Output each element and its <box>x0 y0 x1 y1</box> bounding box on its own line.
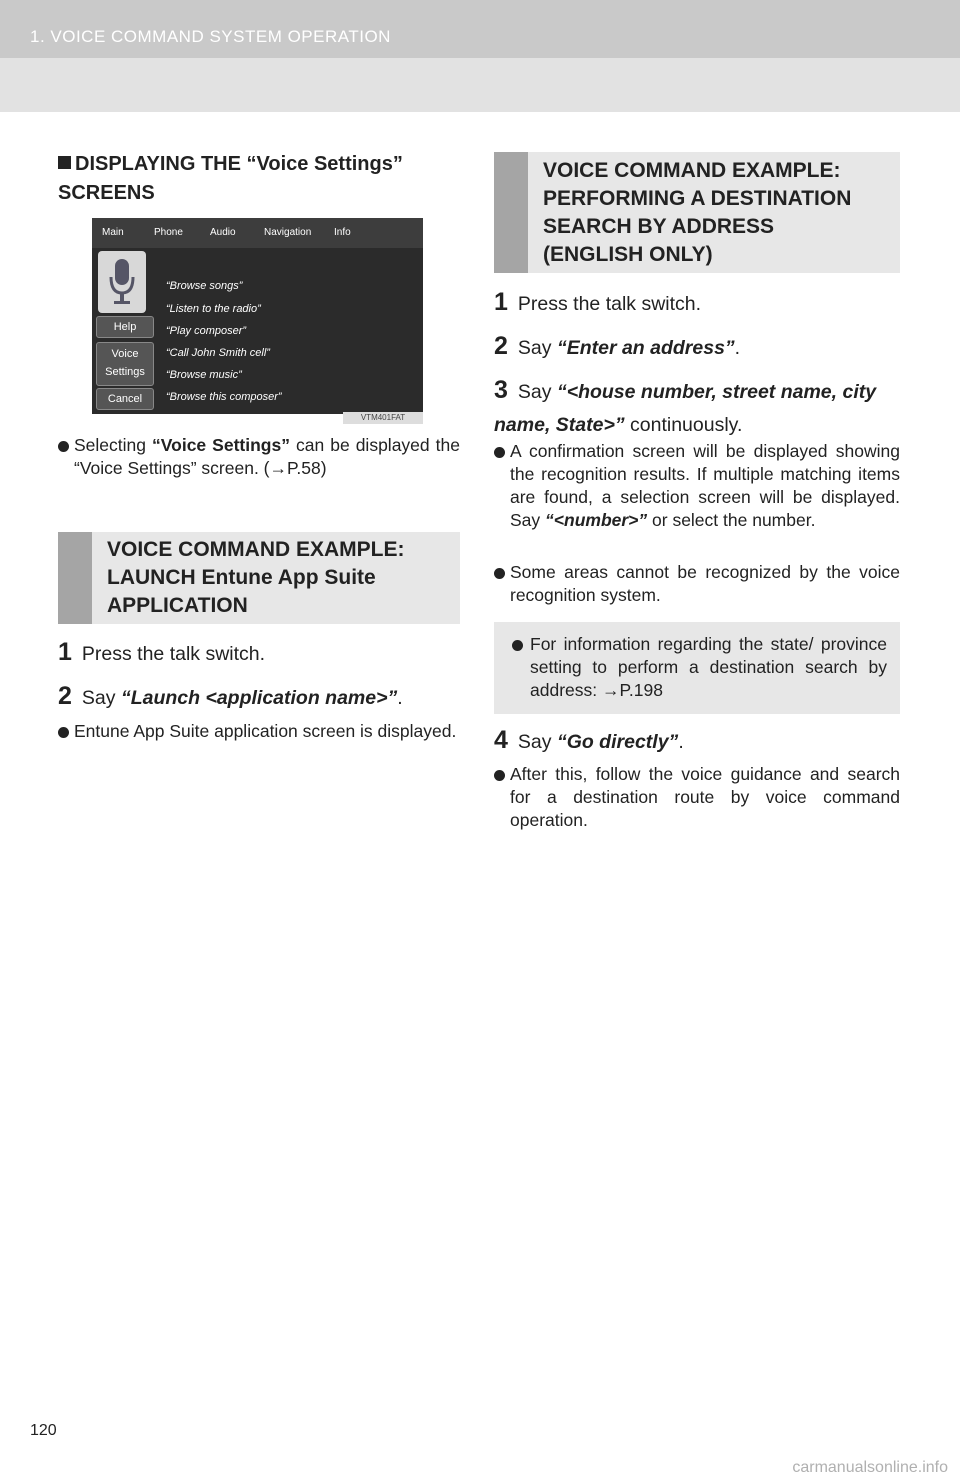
example-box-launch: VOICE COMMAND EXAMPLE: LAUNCH Entune App Suite APPLICATION <box>58 532 460 624</box>
step-3-right: 3 Say “<house number, street name, city name, State>” continuously. <box>494 376 877 436</box>
bullet-voice-settings: Selecting “Voice Settings” can be displayed the “Voice Settings” screen. (→P.58) <box>58 434 460 480</box>
bullet-dot-icon <box>494 447 505 458</box>
watermark: carmanualsonline.info <box>792 1459 948 1476</box>
screenshot-command: “Browse songs” <box>166 280 243 292</box>
step-2-right: 2 Say “Enter an address”. <box>494 332 741 360</box>
bullet-dot-icon <box>494 770 505 781</box>
screenshot-command: “Listen to the radio” <box>166 303 261 315</box>
section-square-icon <box>58 156 71 169</box>
screenshot-command: “Call John Smith cell” <box>166 347 270 359</box>
step-4-right: 4 Say “Go directly”. <box>494 726 684 754</box>
example-box-address: VOICE COMMAND EXAMPLE: PERFORMING A DESTINATION SEARCH BY ADDRESS (ENGLISH ONLY) <box>494 152 900 273</box>
bullet-confirmation: A confirmation screen will be displayed showing the recognition results. If multiple matching items are found, a selection screen will be displayed. Say “<number>” or select the number. <box>494 440 900 532</box>
microphone-icon <box>108 257 136 307</box>
box-accent-bar <box>494 152 528 273</box>
screenshot-command: “Browse music” <box>166 369 242 381</box>
step-2-left: 2 Say “Launch <application name>”. <box>58 682 403 710</box>
screenshot-tabbar <box>92 218 423 248</box>
page-header <box>0 0 960 112</box>
step-1-left: 1 Press the talk switch. <box>58 638 266 666</box>
screenshot-help-button: Help <box>96 316 154 338</box>
section-title: DISPLAYING THE “Voice Settings” SCREENS <box>58 153 403 204</box>
box-accent-bar <box>58 532 92 624</box>
bullet-dot-icon <box>512 640 523 651</box>
bullet-dot-icon <box>58 727 69 738</box>
screenshot-tab-info: Info <box>334 227 351 238</box>
note-box <box>494 622 900 714</box>
screenshot-tab-main: Main <box>102 227 124 238</box>
screenshot-cancel-button: Cancel <box>96 388 154 410</box>
note-text: For information regarding the state/ province setting to perform a destination search by address: →P.198 <box>512 633 887 702</box>
bullet-entune-screen: Entune App Suite application screen is displayed. <box>58 720 460 743</box>
header-title: 1. VOICE COMMAND SYSTEM OPERATION <box>30 27 391 46</box>
bullet-after-this: After this, follow the voice guidance and search for a destination route by voice command operation. <box>494 763 900 832</box>
screenshot-command: “Browse this composer” <box>166 391 282 403</box>
screenshot-mic-tile <box>98 251 146 313</box>
screenshot-voice-settings-button: Voice Settings <box>96 342 154 386</box>
screenshot-command: “Play composer” <box>166 325 247 337</box>
step-1-right: 1 Press the talk switch. <box>494 288 702 316</box>
bullet-dot-icon <box>58 441 69 452</box>
page-number: 120 <box>30 1422 57 1439</box>
bullet-areas: Some areas cannot be recognized by the voice recognition system. <box>494 561 900 607</box>
screenshot-tab-navigation: Navigation <box>264 227 312 238</box>
screenshot-tab-phone: Phone <box>154 227 183 238</box>
bullet-dot-icon <box>494 568 505 579</box>
screenshot-id: VTM401FAT <box>343 412 423 424</box>
screenshot-tab-audio: Audio <box>210 227 236 238</box>
voice-screen-screenshot <box>92 218 423 414</box>
